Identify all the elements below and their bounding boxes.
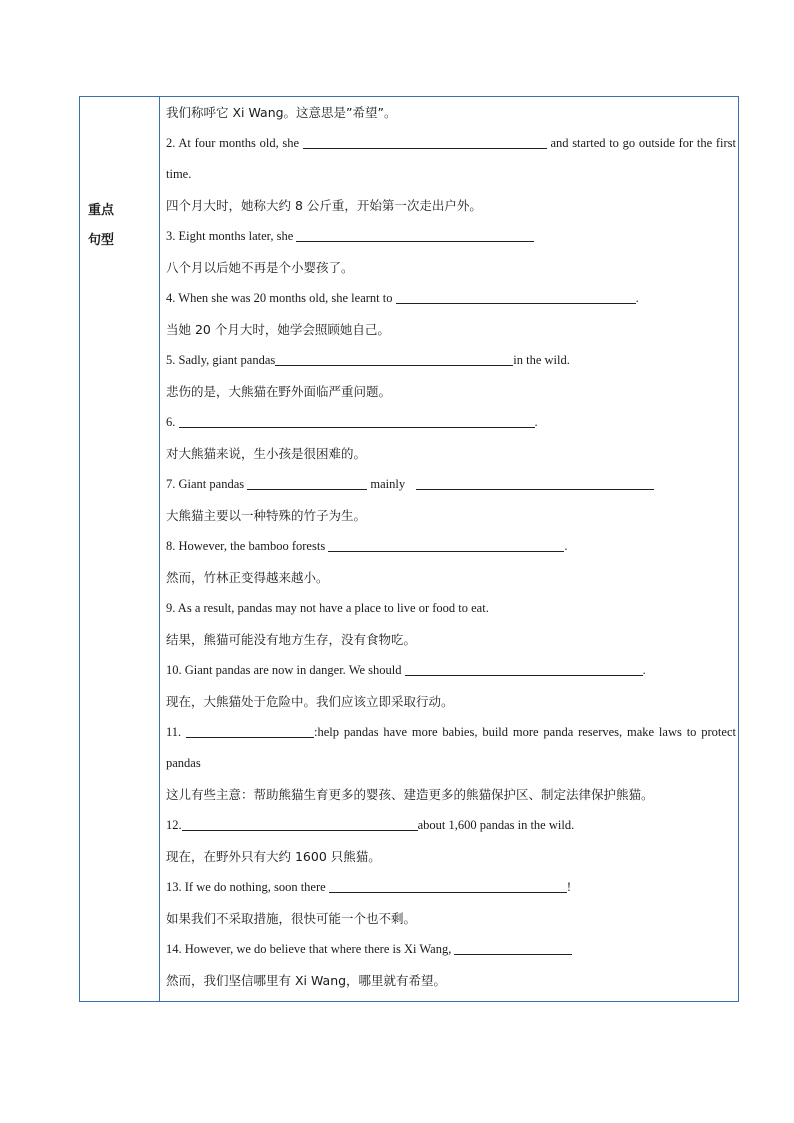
text: 12. — [166, 818, 182, 832]
answer-blank[interactable] — [328, 550, 564, 552]
line-6 — [166, 283, 736, 314]
text: 当她 20 个月大时，她学会照顾她自己。 — [166, 322, 390, 337]
answer-blank[interactable] — [303, 147, 547, 149]
line-4 — [166, 221, 736, 252]
text: . — [534, 415, 538, 429]
answer-blank[interactable] — [396, 302, 636, 304]
content-cell — [166, 97, 736, 996]
line-23 — [166, 841, 736, 872]
line-14 — [166, 531, 736, 562]
text: :help pandas have more babies, build more panda reserves, make laws to protect pandas — [166, 725, 736, 770]
text: 5. Sadly, giant pandas — [166, 353, 276, 367]
text: 悲伤的是，大熊猫在野外面临严重问题。 — [166, 384, 392, 399]
line-21 — [166, 779, 736, 810]
line-13 — [166, 500, 736, 531]
line-24 — [166, 872, 736, 903]
line-2 — [166, 128, 736, 190]
line-11 — [166, 438, 736, 469]
text: 八个月以后她不再是个小婴孩了。 — [166, 260, 354, 275]
text: 然而，我们坚信哪里有 Xi Wang，哪里就有希望。 — [166, 973, 447, 988]
line-20 — [166, 717, 736, 779]
answer-blank[interactable] — [275, 364, 513, 366]
line-8 — [166, 345, 736, 376]
text: . — [635, 291, 639, 305]
line-19 — [166, 686, 736, 717]
label-line-2: 句型 — [88, 233, 115, 248]
text: 8. However, the bamboo forests — [166, 539, 329, 553]
answer-blank[interactable] — [182, 829, 418, 831]
sentence-table — [79, 96, 739, 1002]
line-26 — [166, 934, 736, 965]
text: 现在，在野外只有大约 1600 只熊猫。 — [166, 849, 381, 864]
line-27 — [166, 965, 736, 996]
text: ! — [566, 880, 571, 894]
line-7 — [166, 314, 736, 345]
text: 6. — [166, 415, 179, 429]
text: . — [642, 663, 646, 677]
line-25 — [166, 903, 736, 934]
text: 然而，竹林正变得越来越小。 — [166, 570, 329, 585]
text: 7. Giant pandas — [166, 477, 248, 491]
line-10 — [166, 407, 736, 438]
text: 9. As a result, pandas may not have a place to live or food to eat. — [166, 601, 489, 615]
line-3 — [166, 190, 736, 221]
text: . — [564, 539, 568, 553]
answer-blank[interactable] — [329, 891, 567, 893]
line-1 — [166, 97, 736, 128]
answer-blank[interactable] — [296, 240, 534, 242]
answer-blank[interactable] — [179, 426, 535, 428]
answer-blank[interactable] — [186, 736, 314, 738]
text: 13. If we do nothing, soon there — [166, 880, 329, 894]
text: 10. Giant pandas are now in danger. We should — [166, 663, 405, 677]
line-9 — [166, 376, 736, 407]
text: about 1,600 pandas in the wild. — [417, 818, 575, 832]
line-22 — [166, 810, 736, 841]
text: in the wild. — [513, 353, 570, 367]
answer-blank[interactable] — [405, 674, 643, 676]
text: and started to go outside for the first time. — [166, 136, 736, 181]
text: 2. At four months old, she — [166, 136, 303, 150]
text: 对大熊猫来说，生小孩是很困难的。 — [166, 446, 367, 461]
text: 这儿有些主意：帮助熊猫生育更多的婴孩、建造更多的熊猫保护区、制定法律保护熊猫。 — [166, 787, 654, 802]
text: 14. However, we do believe that where there is Xi Wang, — [166, 942, 455, 956]
answer-blank[interactable] — [454, 953, 572, 955]
line-12 — [166, 469, 736, 500]
text: 4. When she was 20 months old, she learnt to — [166, 291, 396, 305]
text: 现在，大熊猫处于危险中。我们应该立即采取行动。 — [166, 694, 454, 709]
line-17 — [166, 624, 736, 655]
text: 我们称呼它 Xi Wang。这意思是”希望”。 — [166, 105, 397, 120]
text: 3. Eight months later, she — [166, 229, 297, 243]
text: 大熊猫主要以一种特殊的竹子为生。 — [166, 508, 367, 523]
text: mainly — [367, 477, 409, 491]
line-18 — [166, 655, 736, 686]
label-cell — [80, 97, 160, 1001]
line-16 — [166, 593, 736, 624]
text: 11. — [166, 725, 187, 739]
line-15 — [166, 562, 736, 593]
answer-blank[interactable] — [416, 488, 654, 490]
line-5 — [166, 252, 736, 283]
text: 如果我们不采取措施，很快可能一个也不剩。 — [166, 911, 417, 926]
label-line-1: 重点 — [88, 203, 115, 218]
text: 结果，熊猫可能没有地方生存，没有食物吃。 — [166, 632, 417, 647]
answer-blank[interactable] — [247, 488, 367, 490]
text: 四个月大时，她称大约 8 公斤重，开始第一次走出户外。 — [166, 198, 482, 213]
